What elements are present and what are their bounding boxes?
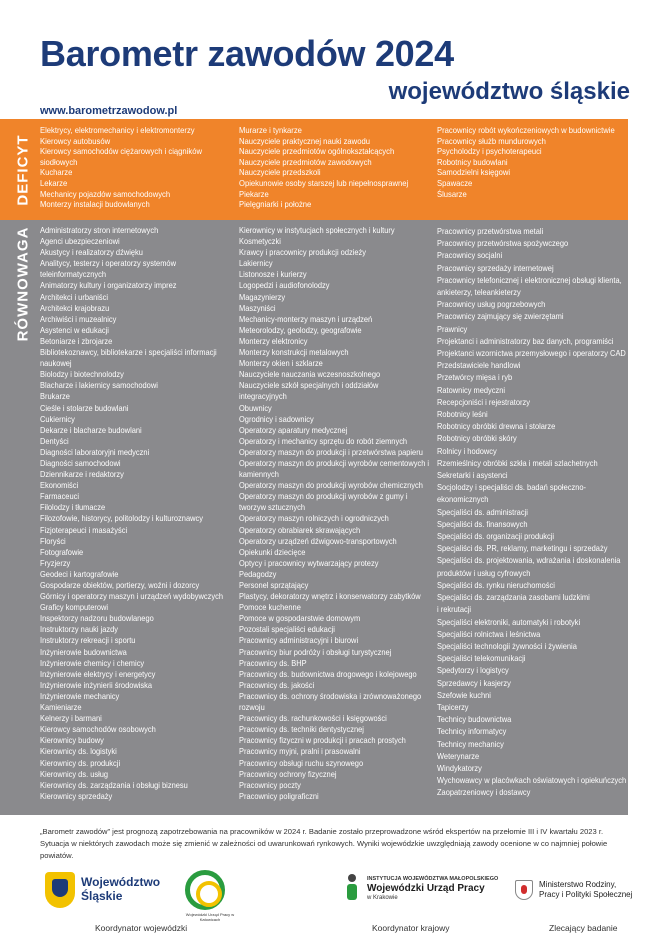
occupation-item: Projektanci i administratorzy baz danych, programiści (437, 335, 614, 346)
occupation-item: Szefowie kuchni (437, 689, 491, 700)
occupation-item: Robotnicy obróbki skóry (437, 433, 517, 444)
wup-krakow-logo (345, 874, 499, 914)
occupation-item: Pracownicy przetwórstwa spożywczego (437, 238, 569, 249)
occupation-item: Graficy komputerowi (40, 602, 109, 613)
occupation-item: Nauczyciele przedmiotów zawodowych (239, 156, 372, 167)
occupation-item: Pracownicy administracyjni i biurowi (239, 635, 359, 646)
occupation-item: Kosmetyczki (239, 236, 281, 247)
occupation-item: Analitycy, testerzy i operatorzy systemów (40, 258, 176, 269)
occupation-item: Meteorolodzy, geolodzy, geografowie (239, 324, 362, 335)
occupation-item: Specjaliści elektroniki, automatyki i robotyki (437, 616, 581, 627)
occupation-item: Kierownicy ds. produkcji (40, 757, 121, 768)
occupation-item: Wychowawcy w placówkach oświatowych i opiekuńczych (437, 775, 627, 786)
occupation-item: Opiekunki dziecięce (239, 546, 306, 557)
occupation-item: Fizjoterapeuci i masażyści (40, 524, 128, 535)
occupation-item: Blacharze i lakiernicy samochodowi (40, 380, 158, 391)
deficyt-column-3 (437, 119, 634, 199)
occupation-item: Pracownicy fizyczni w produkcji i pracach prostych (239, 735, 406, 746)
occupation-item: Ekonomiści (40, 480, 79, 491)
region-title: województwo śląskie (388, 78, 630, 105)
occupation-item: Operatorzy maszyn rolniczych i ogrodniczych (239, 513, 389, 524)
occupation-item: Nauczyciele przedmiotów ogólnokształcących (239, 146, 395, 157)
caption-commissioning-body: Zlecający badanie (549, 923, 618, 933)
occupation-item: Inżynierowie chemicy i chemicy (40, 657, 145, 668)
occupation-item: Dentyści (40, 435, 69, 446)
occupation-item: Inżynierowie elektrycy i energetycy (40, 668, 156, 679)
ministry-logo (515, 880, 645, 916)
occupation-item: Samodzielni księgowi (437, 167, 511, 178)
occupation-item: Betoniarze i zbrojarze (40, 335, 113, 346)
occupation-item: Krawcy i pracownicy produkcji odzieży (239, 247, 366, 258)
occupation-item: Obuwnicy (239, 402, 272, 413)
occupation-item: Kierowcy autobusów (40, 135, 111, 146)
occupation-item: Specjaliści ds. rynku nieruchomości (437, 579, 555, 590)
occupation-item: Pracownicy ds. techniki dentystycznej (239, 724, 364, 735)
occupation-item: Górnicy i operatorzy maszyn i urządzeń wydobywczych (40, 591, 224, 602)
occupation-item: Instruktorzy nauki jazdy (40, 624, 119, 635)
occupation-item: Pracownicy biur podróży i obsługi turystycznej (239, 646, 392, 657)
occupation-item: Pracownicy usług pogrzebowych (437, 299, 546, 310)
occupation-item: rozwoju (239, 702, 265, 713)
rownowaga-column-3 (437, 220, 647, 799)
occupation-item: Instruktorzy rekreacji i sportu (40, 635, 136, 646)
occupation-item: Nauczyciele nauczania wczesnoszkolnego (239, 369, 381, 380)
occupation-item: Pracownicy zajmujący się zwierzętami (437, 311, 564, 322)
wup-figure-icon (345, 874, 359, 900)
rownowaga-column-2 (239, 220, 450, 802)
occupation-item: Monterzy okien i szklarze (239, 358, 323, 369)
occupation-item: Mechanicy-monterzy maszyn i urządzeń (239, 313, 373, 324)
occupation-item: Elektrycy, elektromechanicy i elektromonterzy (40, 125, 195, 135)
occupation-item: Pracownicy ds. rachunkowości i księgowości (239, 713, 387, 724)
ministry-logo-text: Ministerstwo Rodziny, Pracy i Polityki Społecznej (539, 880, 633, 899)
occupation-item: Pracownicy poligraficzni (239, 790, 319, 801)
occupation-item: Pracownicy obsługi ruchu szynowego (239, 757, 364, 768)
occupation-item: Przetwórcy mięsa i ryb (437, 372, 513, 383)
occupation-item: Pracownicy socjalni (437, 250, 503, 261)
footnote-line-1: „Barometr zawodów” jest prognozą zapotrzebowania na pracowników w 2024 r. Badanie zostało przeprowadzone wśród ekspertów na przełomie III i IV kwartału 2023 r. (40, 827, 604, 836)
occupation-item: Lakiernicy (239, 258, 273, 269)
occupation-item: Technicy budownictwa (437, 714, 512, 725)
occupation-item: Biolodzy i biotechnolodzy (40, 369, 124, 380)
occupation-item: Gospodarze obiektów, portierzy, woźni i dozorcy (40, 580, 200, 590)
occupation-item: Pracownicy służb mundurowych (437, 135, 546, 146)
occupation-item: Magazynierzy (239, 291, 286, 302)
occupation-item: Robotnicy budowlani (437, 156, 508, 167)
occupation-item: Architekci krajobrazu (40, 302, 110, 313)
occupation-item: Robotnicy leśni (437, 409, 488, 420)
occupation-item: Pomoce w gospodarstwie domowym (239, 613, 361, 624)
occupation-item: Archiwiści i muzealnicy (40, 313, 117, 324)
occupation-item: Pracownicy ds. jakości (239, 679, 315, 690)
occupation-item: Kierownicy w instytucjach społecznych i kultury (239, 225, 395, 235)
occupation-item: Prawnicy (437, 323, 468, 334)
wup-katowice-logo-text: Wojewódzki Urząd Pracy w Katowicach (185, 912, 235, 922)
occupation-item: tworzyw sztucznych (239, 502, 305, 513)
caption-national-coordinator: Koordynator krajowy (372, 923, 450, 933)
occupation-item: Pracownicy ds. BHP (239, 657, 307, 668)
occupation-item: Pracownicy ds. budownictwa drogowego i kolejowego (239, 668, 417, 679)
occupation-item: Fotografowie (40, 546, 84, 557)
wup-sub-text: w Krakowie (367, 895, 398, 901)
occupation-item: Nauczyciele przedszkoli (239, 167, 321, 178)
occupation-item: Socjolodzy i specjaliści ds. badań społeczno- (437, 482, 587, 493)
deficyt-section (0, 119, 628, 220)
occupation-item: Rzemieślnicy obróbki szkła i metali szlachetnych (437, 457, 598, 468)
website-link[interactable]: www.barometrzawodow.pl (40, 105, 178, 117)
occupation-item: Windykatorzy (437, 762, 482, 773)
occupation-item: Opiekunowie osoby starszej lub niepełnosprawnej (239, 177, 409, 188)
occupation-item: Kierowcy samochodów osobowych (40, 724, 156, 735)
occupation-item: Kierownicy ds. usług (40, 768, 109, 779)
occupation-item: kamiennych (239, 469, 279, 480)
page-title: Barometr zawodów 2024 (40, 33, 454, 74)
eagle-emblem-icon (515, 880, 533, 900)
occupation-item: Cieśle i stolarze budowlani (40, 402, 129, 413)
occupation-item: Kucharze (40, 167, 73, 178)
wup-main-text: Wojewódzki Urząd Pracy (367, 883, 485, 894)
occupation-item: Rolnicy i hodowcy (437, 445, 497, 456)
occupation-item: Monterzy elektronicy (239, 335, 308, 346)
occupation-item: Lekarze (40, 177, 68, 188)
occupation-item: Inspektorzy nadzoru budowlanego (40, 613, 154, 624)
deficyt-column-2 (239, 119, 427, 210)
occupation-item: Inżynierowie inżynierii środowiska (40, 679, 153, 690)
occupation-item: Operatorzy obrabiarek skrawających (239, 524, 361, 535)
occupation-item: Ratownicy medyczni (437, 384, 506, 395)
slaskie-crest-icon (45, 872, 75, 908)
occupation-item: Maszyniści (239, 302, 276, 313)
occupation-item: Kierownicy ds. zarządzania i obsługi biznesu (40, 779, 188, 790)
occupation-item: Ogrodnicy i sadownicy (239, 413, 314, 424)
occupation-item: Floryści (40, 535, 66, 546)
occupation-item: Zaopatrzeniowcy i dostawcy (437, 787, 531, 798)
occupation-item: Specjaliści ds. administracji (437, 506, 528, 517)
occupation-item: Inżynierowie mechanicy (40, 690, 120, 701)
occupation-item: Pracownicy robót wykończeniowych w budownictwie (437, 125, 615, 135)
occupation-item: naukowej (40, 358, 72, 369)
occupation-item: Psycholodzy i psychoterapeuci (437, 146, 542, 157)
occupation-item: teleinformatycznych (40, 269, 106, 280)
occupation-item: Operatorzy aparatury medycznej (239, 424, 348, 435)
occupation-item: Pomoce kuchenne (239, 602, 301, 613)
occupation-item: Bibliotekoznawcy, bibliotekarze i specjaliści informacji (40, 347, 217, 358)
occupation-item: Cukiernicy (40, 413, 75, 424)
occupation-item: Operatorzy maszyn do produkcji wyrobów z gumy i (239, 491, 408, 502)
occupation-item: Operatorzy i mechanicy sprzętu do robót ziemnych (239, 435, 408, 446)
occupation-item: Sprzedawcy i kasjerzy (437, 677, 511, 688)
occupation-item: Recepcjoniści i rejestratorzy (437, 396, 530, 407)
occupation-item: Logopedzi i audiofonolodzy (239, 280, 330, 291)
occupation-item: Nauczyciele szkół specjalnych i oddziałów (239, 380, 379, 391)
occupation-item: Operatorzy urządzeń dźwigowo-transportowych (239, 535, 397, 546)
occupation-item: Farmaceuci (40, 491, 80, 502)
occupation-item: Personel sprzątający (239, 580, 309, 590)
occupation-item: Brukarze (40, 391, 70, 402)
occupation-item: Piekarze (239, 188, 269, 199)
occupation-item: Mechanicy pojazdów samochodowych (40, 188, 171, 199)
caption-regional-coordinator: Koordynator wojewódzki (95, 923, 188, 933)
occupation-item: Technicy mechanicy (437, 738, 504, 749)
occupation-item: Pracownicy poczty (239, 779, 301, 790)
occupation-item: Listonosze i kurierzy (239, 269, 307, 280)
occupation-item: Robotnicy obróbki drewna i stolarze (437, 421, 556, 432)
occupation-item: Specjaliści ds. organizacji produkcji (437, 531, 555, 542)
occupation-item: Kierownicy sprzedaży (40, 790, 113, 801)
occupation-item: Dekarze i blacharze budowlani (40, 424, 142, 435)
occupation-item: Monterzy instalacji budowlanych (40, 199, 150, 210)
footnote-line-2: Sytuacja w niektórych zawodach może się zmienić w zależności od uwarunkowań rynkowych. Wyniki wojewódzkie uwzględniają zawody ocenione w co najmniej połowie powiatów. (40, 839, 608, 860)
occupation-item: Pedagodzy (239, 568, 277, 579)
occupation-item: Pracownicy przetwórstwa metali (437, 226, 544, 236)
occupation-item: Filolodzy i tłumacze (40, 502, 106, 513)
occupation-item: Technicy informatycy (437, 726, 507, 737)
occupation-item: Specjaliści ds. projektowania, wdrażania i doskonalenia (437, 555, 621, 566)
occupation-item: i rekrutacji (437, 604, 472, 615)
deficyt-column-1 (40, 119, 220, 210)
deficyt-label: DEFICYT (10, 119, 36, 220)
occupation-item: Weterynarze (437, 750, 480, 761)
occupation-item: Diagności laboratoryjni medyczni (40, 446, 150, 457)
occupation-item: Kelnerzy i barmani (40, 713, 102, 724)
occupation-item: Agenci ubezpieczeniowi (40, 236, 120, 247)
occupation-item: Diagności samochodowi (40, 457, 121, 468)
occupation-item: Nauczyciele praktycznej nauki zawodu (239, 135, 370, 146)
occupation-item: Projektanci wzornictwa przemysłowego i operatorzy CAD (437, 348, 626, 359)
occupation-item: Spawacze (437, 177, 473, 188)
occupation-item: Pozostali specjaliści edukacji (239, 624, 335, 635)
occupation-item: Specjaliści telekomunikacji (437, 653, 526, 664)
occupation-item: Akustycy i realizatorzy dźwięku (40, 247, 143, 258)
occupation-item: Spedytorzy i logistycy (437, 665, 509, 676)
occupation-item: Specjaliści ds. zarządzania zasobami ludzkimi (437, 592, 590, 603)
occupation-item: Asystenci w edukacji (40, 324, 109, 335)
slaskie-logo (45, 872, 175, 912)
occupation-item: Pracownicy telefonicznej i elektronicznej obsługi klienta, (437, 274, 622, 285)
occupation-item: Administratorzy stron internetowych (40, 225, 159, 235)
occupation-item: Specjaliści ds. finansowych (437, 518, 528, 529)
occupation-item: Plastycy, dekoratorzy wnętrz i konserwatorzy zabytków (239, 591, 421, 602)
wup-katowice-logo-icon (185, 870, 225, 910)
occupation-item: Pracownicy ds. ochrony środowiska i zrównoważonego (239, 690, 422, 701)
occupation-item: Animatorzy kultury i organizatorzy imprez (40, 280, 177, 291)
occupation-item: Filozofowie, historycy, politolodzy i kulturoznawcy (40, 513, 203, 524)
occupation-item: Optycy i pracownicy wytwarzający protezy (239, 557, 379, 568)
occupation-item: produktów i usług cyfrowych (437, 567, 531, 578)
occupation-item: Specjaliści ds. PR, reklamy, marketingu i sprzedaży (437, 543, 608, 554)
occupation-item: Kierowcy samochodów ciężarowych i ciągników (40, 146, 202, 157)
occupation-item: Operatorzy maszyn do produkcji i przetwórstwa papieru (239, 446, 423, 457)
occupation-item: Operatorzy maszyn do produkcji wyrobów cementowych i (239, 457, 430, 468)
occupation-item: Kierownicy ds. logistyki (40, 746, 117, 757)
occupation-item: Fryzjerzy (40, 557, 71, 568)
occupation-item: Pielęgniarki i położne (239, 199, 312, 210)
occupation-item: Kierownicy budowy (40, 735, 104, 746)
occupation-item: Pracownicy ochrony fizycznej (239, 768, 337, 779)
occupation-item: Monterzy konstrukcji metalowych (239, 347, 349, 358)
occupation-item: Inżynierowie budownictwa (40, 646, 127, 657)
occupation-item: Pracownicy sprzedaży internetowej (437, 262, 554, 273)
occupation-item: Przedstawiciele handlowi (437, 360, 521, 371)
slaskie-logo-text: Województwo Śląskie (81, 875, 161, 903)
occupation-item: Ślusarze (437, 188, 467, 199)
occupation-item: ekonomicznych (437, 494, 489, 505)
occupation-item: integracyjnych (239, 391, 287, 402)
occupation-item: Specjaliści technologii żywności i żywienia (437, 640, 577, 651)
occupation-item: Specjaliści rolnictwa i leśnictwa (437, 628, 541, 639)
footnote (40, 826, 630, 862)
occupation-item: Dziennikarze i redaktorzy (40, 469, 124, 480)
occupation-item: ankieterzy, teleankieterzy (437, 287, 521, 298)
occupation-item: siodłowych (40, 156, 78, 167)
occupation-item: Tapicerzy (437, 701, 469, 712)
occupation-item: Architekci i urbaniści (40, 291, 109, 302)
occupation-item: Geodeci i kartografowie (40, 568, 119, 579)
occupation-item: Pracownicy myjni, pralni i prasowalni (239, 746, 361, 757)
rownowaga-column-1 (40, 220, 243, 802)
rownowaga-section (0, 220, 628, 815)
occupation-item: Kamieniarze (40, 702, 82, 713)
logos-row (0, 862, 668, 947)
occupation-item: Sekretarki i asystenci (437, 470, 508, 481)
occupation-item: Operatorzy maszyn do produkcji wyrobów chemicznych (239, 480, 423, 491)
occupation-item: Murarze i tynkarze (239, 125, 302, 135)
rownowaga-label: RÓWNOWAGA (10, 220, 36, 348)
wup-institution-text: INSTYTUCJA WOJEWÓDZTWA MAŁOPOLSKIEGO (367, 876, 499, 882)
